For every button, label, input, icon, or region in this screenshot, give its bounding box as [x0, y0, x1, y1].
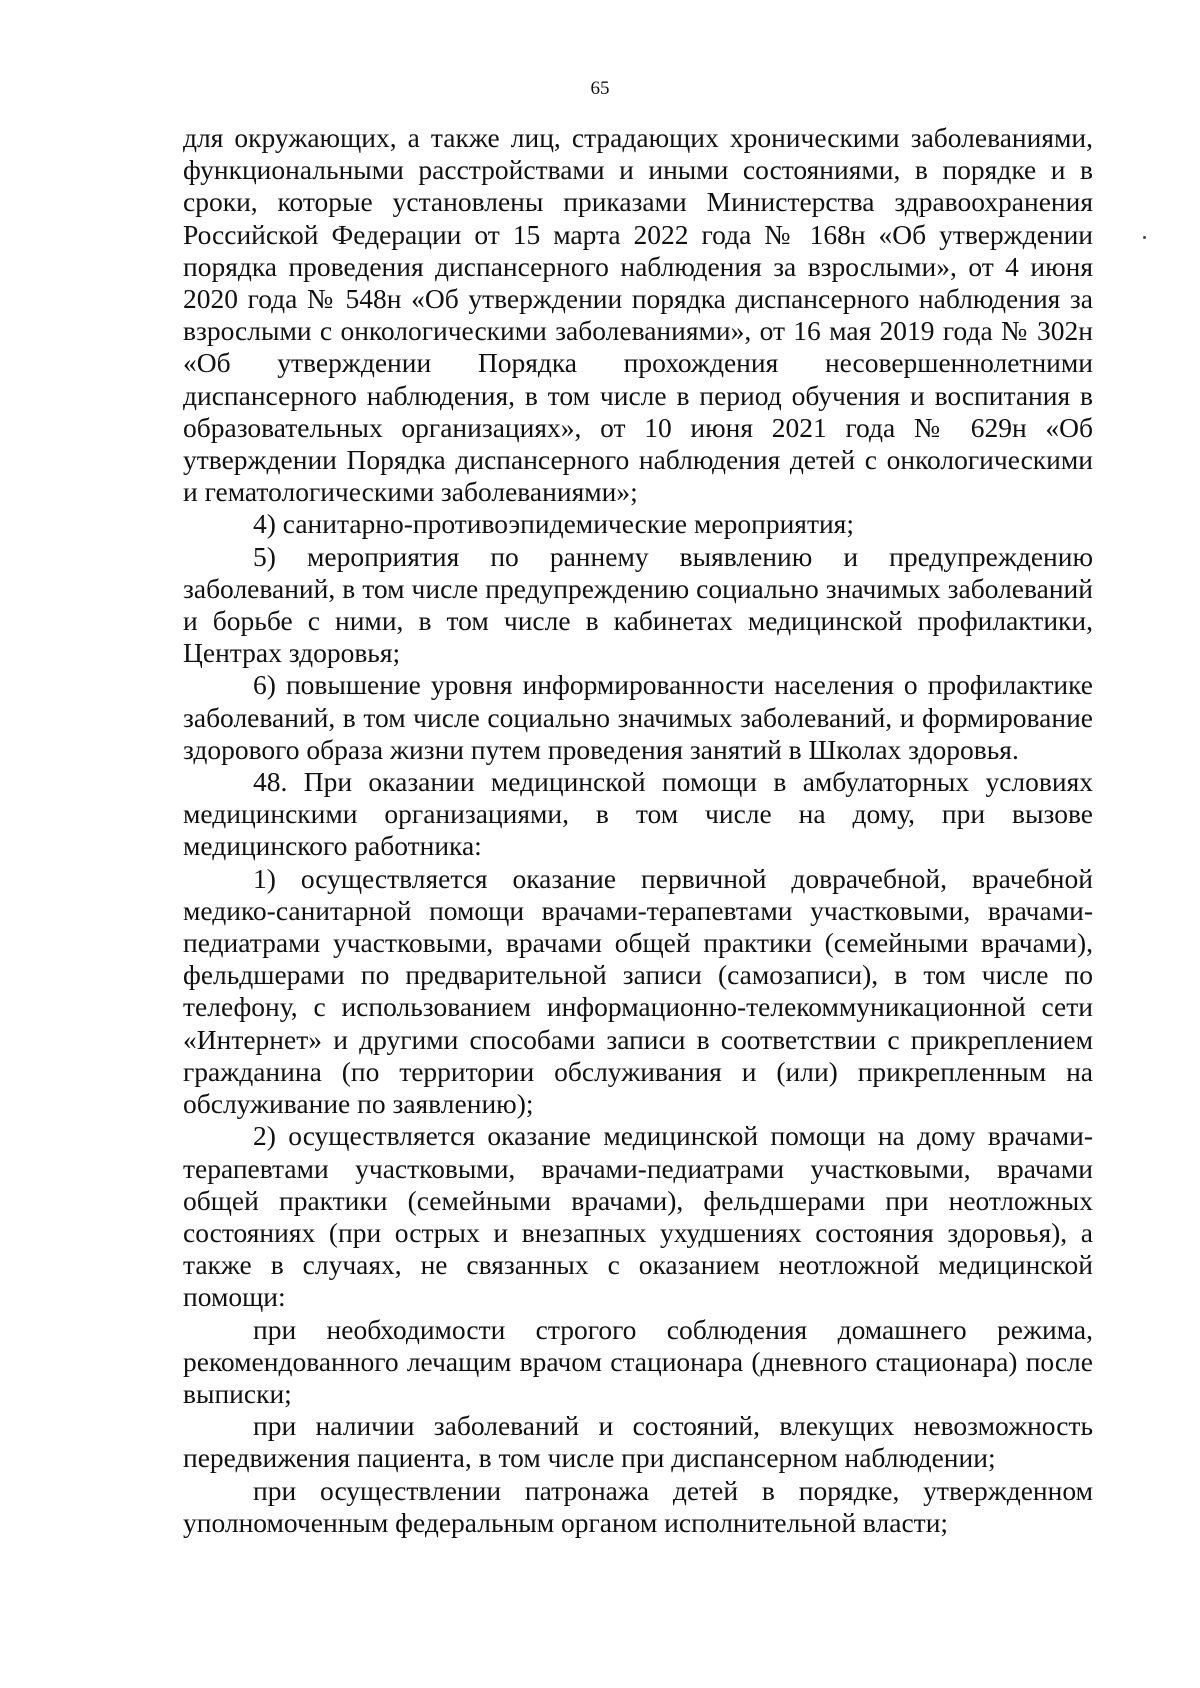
paragraph-clause-48: 48. При оказании медицинской помощи в амбулаторных условиях медицинскими организациями, в том числе на дому, при вызове медицинского работника:	[183, 766, 1093, 862]
paragraph-case-patronage: при осуществлении патронажа детей в порядке, утвержденном уполномоченным федеральным органом исполнительной власти;	[183, 1474, 1093, 1538]
paragraph-continuation: для окружающих, а также лиц, страдающих хроническими заболеваниями, функциональными расстройствами и иными состояниями, в порядке и в сроки, которые установлены приказами Министерства здравоохранения Российской Федерации от 15 марта 2022 года № 168н «Об утверждении порядка проведения диспансерного наблюдения за взрослыми», от 4 июня 2020 года № 548н «Об утверждении порядка диспансерного наблюдения за взрослыми с онкологическими заболеваниями», от 16 мая 2019 года № 302н «Об утверждении Порядка прохождения несовершеннолетними диспансерного наблюдения, в том числе в период обучения и воспитания в образовательных организациях», от 10 июня 2021 года № 629н «Об утверждении Порядка диспансерного наблюдения детей с онкологическими и гематологическими заболеваниями»;	[183, 122, 1093, 508]
paragraph-case-home-regime: при необходимости строгого соблюдения домашнего режима, рекомендованного лечащим врачом стационара (дневного стационара) после выписки;	[183, 1313, 1093, 1409]
document-body	[183, 122, 1093, 1539]
paragraph-subitem-1: 1) осуществляется оказание первичной доврачебной, врачебной медико-санитарной помощи врачами-терапевтами участковыми, врачами-педиатрами участковыми, врачами общей практики (семейными врачами), фельдшерами по предварительной записи (самозаписи), в том числе по телефону, с использованием информационно-телекоммуникационной сети «Интернет» и другими способами записи в соответствии с прикреплением гражданина (по территории обслуживания и (или) прикрепленным на обслуживание по заявлению);	[183, 862, 1093, 1120]
paragraph-item-5: 5) мероприятия по раннему выявлению и предупреждению заболеваний, в том числе предупреждению социально значимых заболеваний и борьбе с ними, в том числе в кабинетах медицинской профилактики, Центрах здоровья;	[183, 540, 1093, 669]
scan-speck	[1143, 236, 1146, 239]
paragraph-subitem-2: 2) осуществляется оказание медицинской помощи на дому врачами-терапевтами участковыми, врачами-педиатрами участковыми, врачами общей практики (семейными врачами), фельдшерами при неотложных состояниях (при острых и внезапных ухудшениях состояния здоровья), а также в случаях, не связанных с оказанием неотложной медицинской помощи:	[183, 1120, 1093, 1313]
paragraph-item-6: 6) повышение уровня информированности населения о профилактике заболеваний, в том числе социально значимых заболеваний, и формирование здорового образа жизни путем проведения занятий в Школах здоровья.	[183, 669, 1093, 765]
page-number: 65	[590, 78, 610, 99]
paragraph-case-immobility: при наличии заболеваний и состояний, влекущих невозможность передвижения пациента, в том числе при диспансерном наблюдении;	[183, 1410, 1093, 1474]
paragraph-item-4: 4) санитарно-противоэпидемические мероприятия;	[253, 508, 854, 540]
